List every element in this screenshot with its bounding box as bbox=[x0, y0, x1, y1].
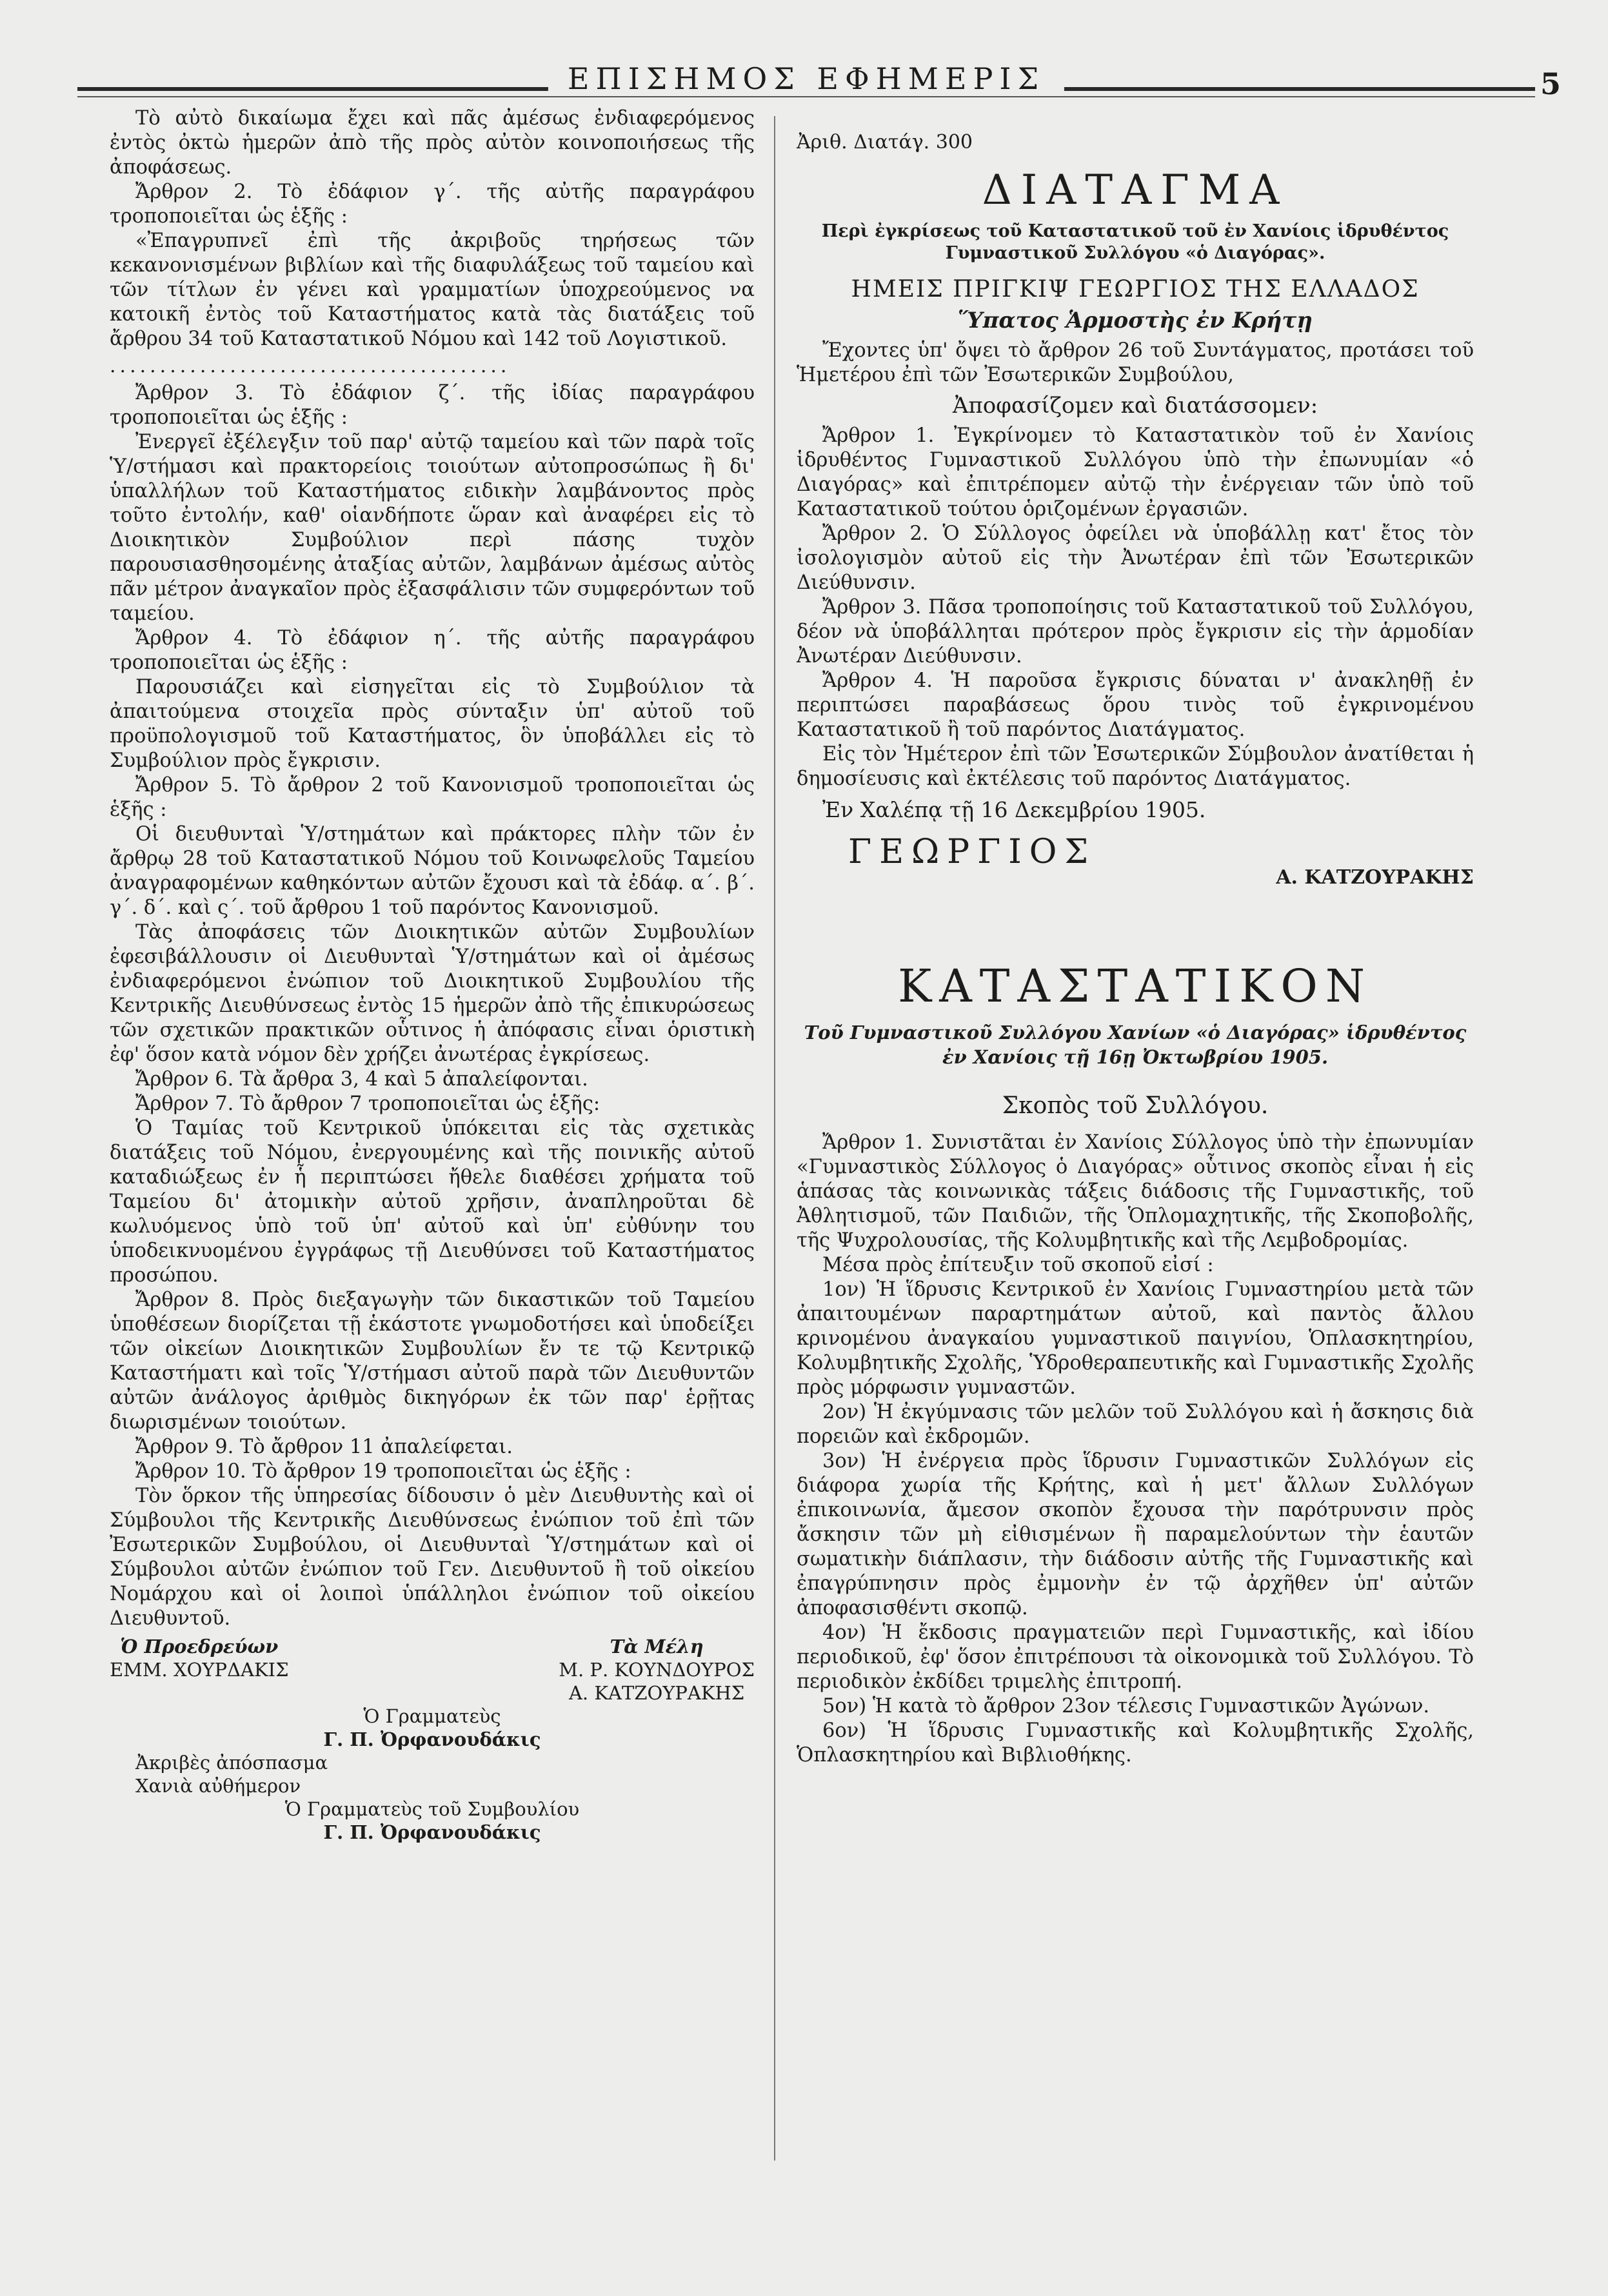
high-commissioner-title: Ὕπατος Ἁρμοστὴς ἐν Κρήτῃ bbox=[958, 308, 1313, 333]
paragraph: Οἱ διευθυνταὶ Ὑ/στημάτων καὶ πράκτορες πλὴν τῶν ἐν ἄρθρῳ 28 τοῦ Καταστατικοῦ Νόμου τοῦ Κοινωφελοῦς Ταμείου ἀναγραφομένων καθηκόντων αὐτῶν ἔχουσι καὶ τὰ ἐδάφ. α΄. β΄. γ΄. δ΄. καὶ ς΄. τοῦ ἄρθρου 1 τοῦ παρόντος Κανονισμοῦ. bbox=[110, 823, 755, 919]
paragraph: Ἄρθρον 6. Τὰ ἄρθρα 3, 4 καὶ 5 ἀπαλείφονται. bbox=[135, 1068, 588, 1091]
paragraph: Ἄρθρον 10. Τὸ ἄρθρον 19 τροποποιεῖται ὡς ἑξῆς : bbox=[135, 1460, 631, 1483]
decree-number: Ἀριθ. Διατάγ. 300 bbox=[797, 131, 973, 153]
paragraph: Ἄρθρον 1. Ἐγκρίνομεν τὸ Καταστατικὸν τοῦ ἐν Χανίοις ἱδρυθέντος Γυμναστικοῦ Συλλόγου ὑπὸ τὴν ἐπωνυμίαν «ὁ Διαγόρας» καὶ ἐπιτρέπομεν αὐτῷ τὴν ἐνέργειαν τῶν ὑπὸ τοῦ Καταστατικοῦ τούτου ὁριζομένων ἐργασιῶν. bbox=[797, 424, 1474, 520]
paragraph: Τὸν ὅρκον τῆς ὑπηρεσίας δίδουσιν ὁ μὲν Διευθυντὴς καὶ οἱ Σύμβουλοι τῆς Κεντρικῆς Διευθύνσεως ἐνώπιον τοῦ ἐπὶ τῶν Ἐσωτερικῶν Συμβούλου, οἱ Διευθυνταὶ Ὑ/στημάτων καὶ οἱ Σύμβουλοι αὐτῶν ἐνώπιον τοῦ Γεν. Διευθυντοῦ ἢ τοῦ οἰκείου Νομάρχου καὶ οἱ λοιποὶ ὑπάλληλοι ἐνώπιον τοῦ οἰκείου Διευθυντοῦ. bbox=[110, 1485, 755, 1630]
right-column bbox=[797, 106, 1474, 1768]
decree-subtitle: Περὶ ἐγκρίσεως τοῦ Καταστατικοῦ τοῦ ἐν Χανίοις ἱδρυθέντος Γυμναστικοῦ Συλλόγου «ὁ Διαγόρας». bbox=[821, 221, 1449, 263]
paragraph: Τὸ αὐτὸ δικαίωμα ἔχει καὶ πᾶς ἀμέσως ἐνδιαφερόμενος ἐντὸς ὀκτὼ ἡμερῶν ἀπὸ τῆς πρὸς αὐτὸν κοινοποιήσεως τῆς ἀποφάσεως. bbox=[110, 107, 755, 179]
note-line: Χανιὰ αὐθήμερον bbox=[135, 1775, 301, 1797]
paragraph: Ἄρθρον 8. Πρὸς διεξαγωγὴν τῶν δικαστικῶν τοῦ Ταμείου ὑποθέσεων διορίζεται τῇ ἑκάστοτε γνωμοδοτήσει καὶ ὑποδείξει τῶν οἰκείων Διοικητικῶν Συμβουλίων ἔν τε τῷ Κεντρικῷ Καταστήματι καὶ τοῖς Ὑ/στήμασι αὐτοῦ παρὰ τῶν Διευθυντῶν αὐτῶν ἀνάλογος ἀριθμὸς δικηγόρων ἐκ τῶν παρ' ἑρῇτας διωρισμένων τοιούτων. bbox=[110, 1289, 755, 1434]
member-name: Α. ΚΑΤΖΟΥΡΑΚΗΣ bbox=[568, 1682, 745, 1704]
column-divider bbox=[774, 116, 775, 2161]
purpose-heading: Σκοπὸς τοῦ Συλλόγου. bbox=[1002, 1093, 1269, 1119]
paragraph: Ἄρθρον 4. Ἡ παροῦσα ἔγκρισις δύναται ν' ἀνακληθῇ ἐν περιπτώσει παραβάσεως ὅρου τινὸς τοῦ ἐγκρινομένου Καταστατικοῦ ἢ τοῦ παρόντος Διατάγματος. bbox=[797, 669, 1474, 741]
certified-copy-note bbox=[110, 1751, 755, 1797]
secretary-name: Γ. Π. Ὀρφανουδάκις bbox=[323, 1728, 541, 1750]
president-signature bbox=[110, 1635, 289, 1705]
paragraph: Ἄρθρον 4. Τὸ ἐδάφιον η΄. τῆς αὐτῆς παραγράφου τροποποιεῖται ὡς ἑξῆς : bbox=[110, 627, 755, 674]
paragraph: Ἄρθρον 2. Ὁ Σύλλογος ὀφείλει νὰ ὑποβάλλῃ κατ' ἔτος τὸν ἰσολογισμὸν αὐτοῦ εἰς τὴν Ἀνωτέραν ἐπὶ τῶν Ἐσωτερικῶν Διεύθυνσιν. bbox=[797, 522, 1474, 594]
signature-block bbox=[110, 1635, 755, 1705]
council-secretary-signature bbox=[110, 1797, 755, 1844]
paragraph: Παρουσιάζει καὶ εἰσηγεῖται εἰς τὸ Συμβούλιον τὰ ἀπαιτούμενα στοιχεῖα πρὸς σύνταξιν ὑπ' αὐτοῦ τοῦ προϋπολογισμοῦ τοῦ Καταστήματος, ὃν ὑποβάλλει εἰς τὸ Συμβούλιον πρὸς ἔγκρισιν. bbox=[110, 676, 755, 772]
note-line: Ἀκριβὲς ἀπόσπασμα bbox=[135, 1752, 328, 1774]
list-item: 2ον) Ἡ ἐκγύμνασις τῶν μελῶν τοῦ Συλλόγου καὶ ἡ ἄσκησις διὰ πορειῶν καὶ ἐκδρομῶν. bbox=[797, 1401, 1474, 1448]
paragraph: Ἄρθρον 7. Τὸ ἄρθρον 7 τροποποιεῖται ὡς ἑξῆς: bbox=[135, 1093, 601, 1115]
signature-katzourakis: Α. ΚΑΤΖΟΥΡΑΚΗΣ bbox=[1276, 866, 1474, 889]
paragraph: Μέσα πρὸς ἐπίτευξιν τοῦ σκοποῦ εἰσί : bbox=[822, 1254, 1214, 1276]
paragraph: Ἐνεργεῖ ἐξέλεγξιν τοῦ παρ' αὐτῷ ταμείου καὶ τῶν παρὰ τοῖς Ὑ/στήμασι καὶ πρακτορείοις τοιούτων αὐτοπροσώπως ἢ δι' ὑπαλλήλων τοῦ Καταστήματος ειδικὴν λαμβάνοντος πρὸς τοῦτο ἐντολήν, καθ' οἱανδήποτε ὥραν καὶ ἀναφέρει εἰς τὸ Διοικητικὸν Συμβούλιον περὶ πάσης τυχὸν παρουσιασθησομένης ἀταξίας αὐτῶν, λαμβάνων ἀμέσως αὐτὸς πᾶν μέτρον ἀναγκαῖον πρὸς ἐξασφάλισιν τῶν συμφερόντων τοῦ ταμείου. bbox=[110, 431, 755, 625]
paragraph: Ὁ Ταμίας τοῦ Κεντρικοῦ ὑπόκειται εἰς τὰς σχετικὰς διατάξεις τοῦ Νόμου, ἐνεργουμένης καὶ τῆς ποινικῆς αὐτοῦ καταδιώξεως ἐν ἧ περιπτώσει ἤθελε διαθέσει χρήματα τοῦ Ταμείου δι' ἀτομικὴν αὐτοῦ χρῆσιν, ἀναπληροῦται δὲ κωλυόμενος ὑπὸ τοῦ ὑπ' αὐτοῦ καὶ ὑπ' εὐθύνην του ὑποδεικνυομένου ἐγγράφως τῇ Διευθύνσει τοῦ Καταστήματος προσώπου. bbox=[110, 1117, 755, 1287]
paragraph: Ἄρθρον 2. Τὸ ἐδάφιον γ΄. τῆς αὐτῆς παραγράφου τροποποιεῖται ὡς ἑξῆς : bbox=[110, 181, 755, 228]
members-title: Τὰ Μέλη bbox=[610, 1636, 704, 1658]
list-item: 1ον) Ἡ ἵδρυσις Κεντρικοῦ ἐν Χανίοις Γυμναστηρίου μετὰ τῶν ἀπαιτουμένων παραρτημάτων αὐτοῦ, καὶ παντὸς ἄλλου κρινομένου ἀναγκαίου γυμναστικοῦ παιγνίου, Ὁπλασκητηρίου, Κολυμβητικῆς Σχολῆς, Ὑδροθεραπευτικῆς καὶ Γυμναστικῆς Σχολῆς πρὸς μόρφωσιν γυμναστῶν. bbox=[797, 1278, 1474, 1399]
list-item: 6ον) Ἡ ἵδρυσις Γυμναστικῆς καὶ Κολυμβητικῆς Σχολῆς, Ὁπλασκητηρίου καὶ Βιβλιοθήκης. bbox=[797, 1719, 1474, 1767]
ellipsis-separator: ........................................ bbox=[110, 355, 511, 377]
president-title: Ὁ Προεδρεύων bbox=[120, 1636, 279, 1658]
list-item: 4ον) Ἡ ἔκδοσις πραγματειῶν περὶ Γυμναστικῆς, καὶ ἰδίου περιοδικοῦ, ἐφ' ὅσον ἐπιτρέπουσι τὰ οἰκονομικὰ τοῦ Συλλόγου. Τὸ περιοδικὸν ἐκδίδει τριμελὴς ἐπιτροπή. bbox=[797, 1621, 1474, 1693]
decision-heading: Ἀποφασίζομεν καὶ διατάσσομεν: bbox=[952, 393, 1318, 419]
paragraph: Ἄρθρον 5. Τὸ ἄρθρον 2 τοῦ Κανονισμοῦ τροποποιεῖται ὡς ἑξῆς : bbox=[110, 774, 755, 821]
paragraph: Ἄρθρον 3. Πᾶσα τροποποίησις τοῦ Καταστατικοῦ τοῦ Συλλόγου, δέον νὰ ὑποβάλληται πρότερον πρὸς ἔγκρισιν εἰς τὴν ἁρμοδίαν Ἀνωτέραν Διεύθυνσιν. bbox=[797, 596, 1474, 668]
paragraph: Τὰς ἀποφάσεις τῶν Διοικητικῶν αὐτῶν Συμβουλίων ἐφεσιβάλλουσιν οἱ Διευθυνταὶ Ὑ/στημάτων καὶ οἱ ἀμέσως ἐνδιαφερόμενοι ἐνώπιον τοῦ Διοικητικοῦ Συμβουλίου τῆς Κεντρικῆς Διευθύνσεως ἐντὸς 15 ἡμερῶν ἀπὸ τῆς ἐπικυρώσεως τῶν σχετικῶν πρακτικῶν οὗτινος ἡ ἀπόφασις εἶναι ὁριστικὴ ἐφ' ὅσον κατὰ νόμον δὲν χρήζει ἀνωτέρας ἐγκρίσεως. bbox=[110, 921, 755, 1066]
paragraph: Ἔχοντες ὑπ' ὄψει τὸ ἄρθρον 26 τοῦ Συντάγματος, προτάσει τοῦ Ἡμετέρου ἐπὶ τῶν Ἐσωτερικῶν Συμβούλου, bbox=[797, 339, 1474, 386]
left-column bbox=[110, 106, 755, 1844]
newspaper-title: ΕΠΙΣΗΜΟΣ ΕΦΗΜΕΡΙΣ bbox=[548, 61, 1064, 96]
header-rule-thin bbox=[77, 96, 1535, 97]
list-item: 3ον) Ἡ ἐνέργεια πρὸς ἵδρυσιν Γυμναστικῶν Συλλόγων εἰς διάφορα χωρία τῆς Κρήτης, καὶ ἡ μετ' ἄλλων Συλλόγων ἐπικοινωνία, ἄμεσον σκοπὸν ἔχουσα τὴν παρότρυνσιν πρὸς ἄσκησιν τῶν μὴ εἰθισμένων ἢ παραμελούντων τὴν ἑαυτῶν σωματικὴν διάπλασιν, τὴν διάδοσιν αὐτῆς τῆς Γυμναστικῆς καὶ ἐπαγρύπνησιν πρὸς ἐμμονὴν ἐν τῷ ἀρχῆθεν ὑπ' αὐτῶν ἀποφασισθέντι σκοπῷ. bbox=[797, 1450, 1474, 1619]
page-number: 5 bbox=[1540, 66, 1561, 101]
paragraph: Εἰς τὸν Ἡμέτερον ἐπὶ τῶν Ἐσωτερικῶν Σύμβουλον ἀνατίθεται ἡ δημοσίευσις καὶ ἐκτέλεσις τοῦ παρόντος Διατάγματος. bbox=[797, 743, 1474, 790]
secretary-signature bbox=[110, 1705, 755, 1751]
decree-date: Ἐν Χαλέπᾳ τῇ 16 Δεκεμβρίου 1905. bbox=[822, 797, 1206, 822]
statute-heading: ΚΑΤΑΣΤΑΤΙΚΟΝ bbox=[897, 960, 1373, 1013]
president-name: ΕΜΜ. ΧΟΥΡΔΑΚΙΣ bbox=[110, 1659, 289, 1681]
statute-subtitle: Τοῦ Γυμναστικοῦ Συλλόγου Χανίων «ὁ Διαγόρας» ἱδρυθέντος ἐν Χανίοις τῇ 16ῃ Ὀκτωβρίου 1905. bbox=[804, 1022, 1467, 1068]
list-item: 5ον) Ἡ κατὰ τὸ ἄρθρον 23ον τέλεσις Γυμναστικῶν Ἀγώνων. bbox=[822, 1695, 1430, 1717]
secretary-title: Ὁ Γραμματεὺς bbox=[363, 1705, 501, 1727]
signature-georgios: ΓΕΩΡΓΙΟΣ bbox=[848, 833, 1097, 871]
paragraph: Ἄρθρον 9. Τὸ ἄρθρον 11 ἀπαλείφεται. bbox=[135, 1436, 513, 1458]
prince-heading: ΗΜΕΙΣ ΠΡΙΓΚΙΨ ΓΕΩΡΓΙΟΣ ΤΗΣ ΕΛΛΑΔΟΣ bbox=[851, 276, 1420, 302]
decree-heading: ΔΙΑΤΑΓΜΑ bbox=[982, 166, 1289, 214]
council-secretary-name: Γ. Π. Ὀρφανουδάκις bbox=[323, 1821, 541, 1843]
paragraph: Ἄρθρον 3. Τὸ ἐδάφιον ζ΄. τῆς ἰδίας παραγράφου τροποποιεῖται ὡς ἑξῆς : bbox=[110, 382, 755, 429]
page-header bbox=[77, 61, 1561, 106]
members-signature bbox=[559, 1635, 755, 1705]
council-secretary-title: Ὁ Γραμματεὺς τοῦ Συμβουλίου bbox=[284, 1798, 580, 1820]
member-name: Μ. Ρ. ΚΟΥΝΔΟΥΡΟΣ bbox=[559, 1659, 755, 1681]
paragraph: «Ἐπαγρυπνεῖ ἐπὶ τῆς ἀκριβοῦς τηρήσεως τῶν κεκανονισμένων βιβλίων καὶ τῆς διαφυλάξεως τοῦ ταμείου καὶ τῶν τίτλων ἐν γένει καὶ γραμματίων ὑποχρεούμενος να κατοικῆ ἐντὸς τοῦ Καταστήματος κατὰ τὰς διατάξεις τοῦ ἄρθρου 34 τοῦ Καταστατικοῦ Νόμου καὶ 142 τοῦ Λογιστικοῦ. bbox=[110, 230, 755, 350]
paragraph: Ἄρθρον 1. Συνιστᾶται ἐν Χανίοις Σύλλογος ὑπὸ τὴν ἐπωνυμίαν «Γυμναστικὸς Σύλλογος ὁ Διαγόρας» οὗτινος σκοπὸς εἶναι ἡ εἰς ἁπάσας τὰς κοινωνικὰς τάξεις διάδοσις τῆς Γυμναστικῆς, τοῦ Ἀθλητισμοῦ, τῶν Παιδιῶν, τῆς Ὁπλομαχητικῆς, τῆς Σκοποβολῆς, τῆς Ψυχρολουσίας, τῆς Κολυμβητικῆς καὶ τῆς Λεμβοδρομίας. bbox=[797, 1131, 1474, 1252]
